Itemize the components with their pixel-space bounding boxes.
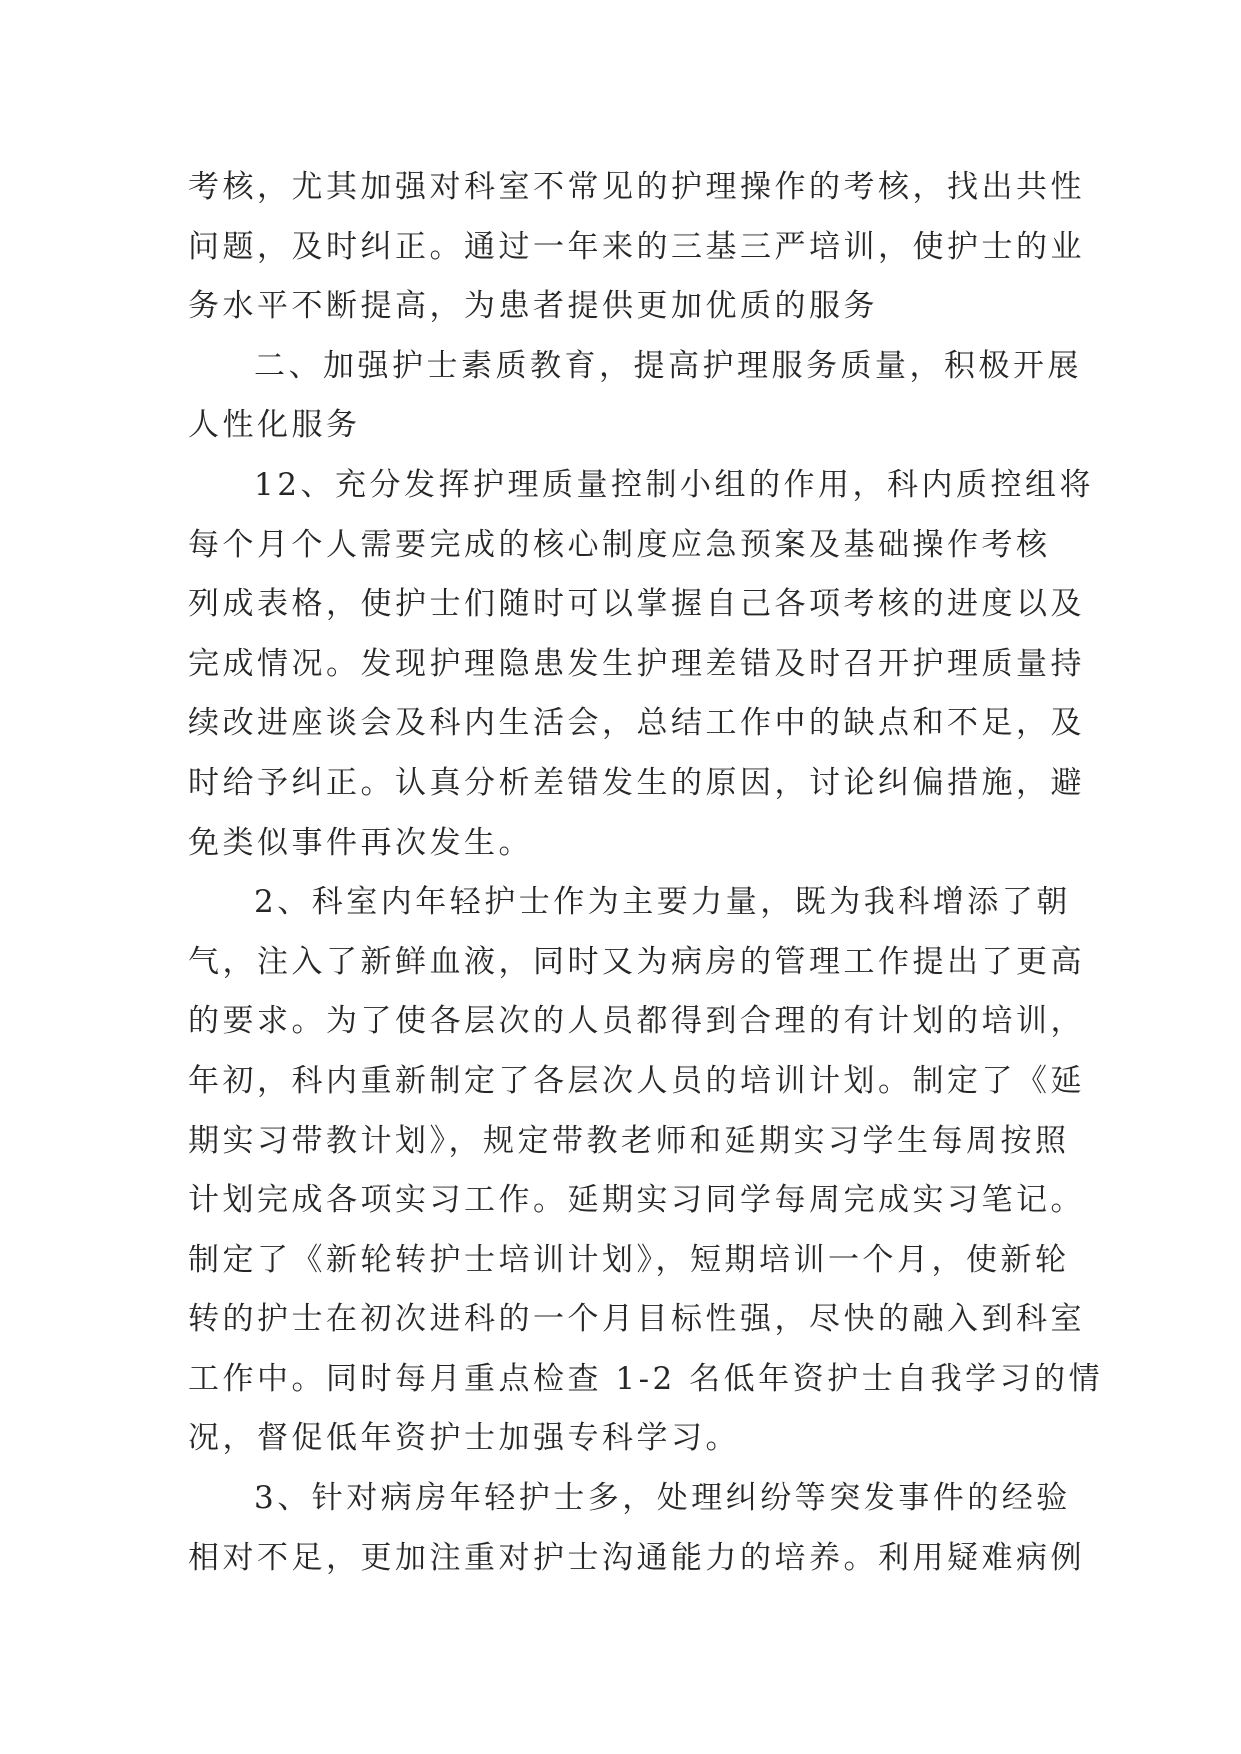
body-text — [188, 158, 1104, 1588]
text-line: 考核，尤其加强对科室不常见的护理操作的考核，找出共性 — [188, 169, 1085, 205]
text-line: 务水平不断提高，为患者提供更加优质的服务 — [188, 288, 878, 325]
text-line: 问题，及时纠正。通过一年来的三基三严培训，使护士的业 — [188, 228, 1085, 265]
text-line: 况，督促低年资护士加强专科学习。 — [188, 1420, 740, 1457]
text-line: 相对不足，更加注重对护士沟通能力的培养。利用疑难病例 — [188, 1539, 1085, 1576]
text-line: 制定了《新轮转护士培训计划》，短期培训一个月，使新轮 — [188, 1241, 1070, 1278]
text-line: 转的护士在初次进科的一个月目标性强，尽快的融入到科室 — [188, 1301, 1085, 1338]
text-line: 工作中。同时每月重点检查 1-2 名低年资护士自我学习的情 — [188, 1360, 1104, 1397]
text-line: 续改进座谈会及科内生活会，总结工作中的缺点和不足，及 — [188, 705, 1085, 742]
text-line: 每个月个人需要完成的核心制度应急预案及基础操作考核 — [188, 526, 1051, 563]
text-line: 气，注入了新鲜血液，同时又为病房的管理工作提出了更高 — [188, 943, 1085, 980]
text-line: 列成表格，使护士们随时可以掌握自己各项考核的进度以及 — [188, 586, 1085, 623]
text-line: 计划完成各项实习工作。延期实习同学每周完成实习笔记。 — [188, 1182, 1085, 1219]
paragraph-start-line: 2、科室内年轻护士作为主要力量，既为我科增添了朝 — [254, 884, 1071, 921]
text-line: 的要求。为了使各层次的人员都得到合理的有计划的培训， — [188, 1003, 1085, 1040]
text-line: 期实习带教计划》，规定带教老师和延期实习学生每周按照 — [188, 1122, 1070, 1159]
section-heading-line: 人性化服务 — [188, 407, 361, 444]
paragraph-start-line: 3、针对病房年轻护士多，处理纠纷等突发事件的经验 — [254, 1480, 1071, 1517]
section-heading-line: 二、加强护士素质教育，提高护理服务质量，积极开展 — [254, 347, 1082, 384]
text-line: 时给予纠正。认真分析差错发生的原因，讨论纠偏措施，避 — [188, 764, 1085, 801]
paragraph-start-line: 12、充分发挥护理质量控制小组的作用，科内质控组将 — [254, 466, 1094, 503]
text-line: 年初，科内重新制定了各层次人员的培训计划。制定了《延 — [188, 1062, 1085, 1099]
text-line: 完成情况。发现护理隐患发生护理差错及时召开护理质量持 — [188, 645, 1085, 682]
text-line: 免类似事件再次发生。 — [188, 824, 533, 861]
